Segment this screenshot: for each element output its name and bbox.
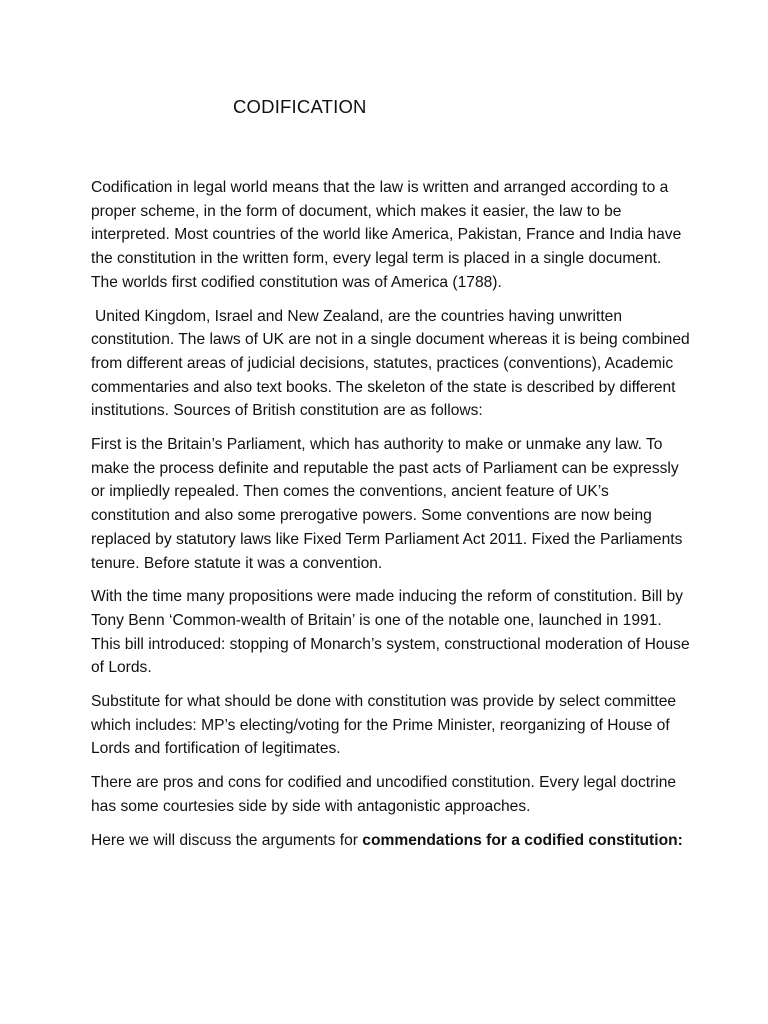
paragraph-parliament: First is the Britain’s Parliament, which has authority to make or unmake any law. To make the process definite and reputable the past acts of Parliament can be expressly or impliedly repealed. Then comes the conventions, ancient feature of UK’s constitution and also some prerogative powers. Some conventions are now being replaced by statutory laws like Fixed Term Parliament Act 2011. Fixed the Parliaments tenure. Before statute it was a convention.	[91, 436, 683, 572]
page-title: CODIFICATION	[233, 96, 367, 117]
arguments-intro-lead: Here we will discuss the arguments for	[91, 831, 363, 849]
paragraph-select-committee: Substitute for what should be done with constitution was provide by select committee which includes: MP’s electing/voting for the Prime Minister, reorganizing of House of Lords and fortification of legitimates.	[91, 693, 677, 758]
paragraph-unwritten-constitution: United Kingdom, Israel and New Zealand, are the countries having unwritten constitution. The laws of UK are not in a single document whereas it is being combined from different areas of judicial decisions, statutes, practices (conventions), Academic commentaries and also text books. The skeleton of the state is described by different institutions. Sources of British constitution are as follows:	[91, 307, 690, 420]
paragraph-codification-definition: Codification in legal world means that the law is written and arranged according to a proper scheme, in the form of document, which makes it easier, the law to be interpreted. Most countries of the world like America, Pakistan, France and India have the constitution in the written form, every legal term is placed in a single document. The worlds first codified constitution was of America (1788).	[91, 179, 682, 291]
paragraph-reform-propositions: With the time many propositions were made inducing the reform of constitution. Bill by Tony Benn ‘Common-wealth of Britain’ is one of the notable one, launched in 1991. This bill introduced: stopping of Monarch’s system, constructional moderation of House of Lords.	[91, 588, 690, 677]
arguments-intro-bold: commendations for a codified constitution:	[362, 831, 683, 849]
paragraph-pros-and-cons: There are pros and cons for codified and uncodified constitution. Every legal doctrine has some courtesies side by side with antagonistic approaches.	[91, 774, 677, 815]
document-body	[91, 176, 691, 862]
paragraph-arguments-intro	[91, 829, 691, 853]
